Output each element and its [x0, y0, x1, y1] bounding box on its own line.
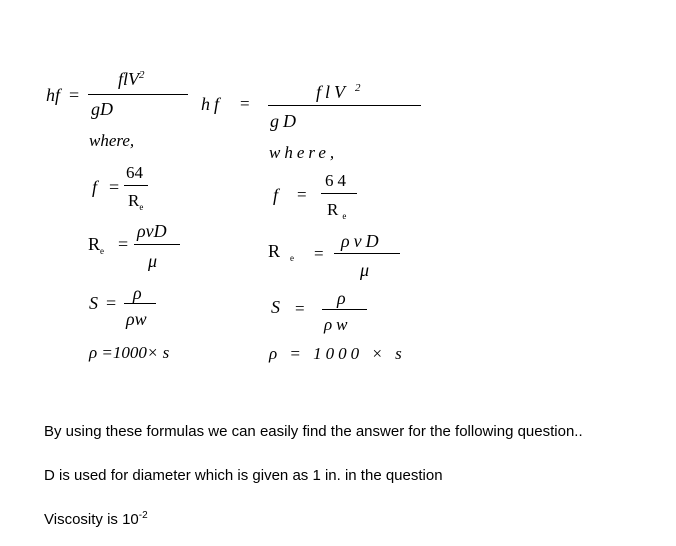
hf-numerator-right: flV $^2$	[316, 82, 365, 102]
s-numerator-left: ρ	[133, 283, 142, 303]
equals-sign: =	[297, 185, 307, 204]
fraction-bar	[321, 193, 357, 194]
fraction-bar	[124, 185, 148, 186]
fraction-bar	[322, 309, 367, 310]
rho-line-right: ρ = 1000 × s	[269, 344, 406, 363]
equals-sign: =	[69, 85, 80, 105]
re-lhs-right: R $_e$	[268, 241, 299, 263]
text-line-diameter: D is used for diameter which is given as 1 in. in the question	[44, 467, 443, 484]
re-denominator-right: μ	[360, 260, 370, 280]
f-denominator-right: $R_e$	[327, 200, 351, 221]
fraction-bar	[134, 244, 180, 245]
s-denominator-right: ρw	[324, 315, 352, 334]
hf-lhs-right: hf	[201, 94, 224, 114]
f-lhs-left: f	[92, 177, 98, 197]
equals-sign: =	[240, 94, 250, 113]
fraction-bar	[124, 303, 156, 304]
re-denominator-left: μ	[148, 251, 158, 271]
re-numerator-left: ρvD	[137, 221, 167, 241]
s-denominator-left: ρw	[126, 309, 147, 329]
where-label-left: where,	[89, 131, 135, 150]
hf-denominator-right: gD	[270, 111, 300, 131]
equals-sign: =	[109, 177, 120, 197]
f-numerator-left: 64	[126, 163, 143, 182]
fraction-bar	[268, 105, 421, 106]
fraction-bar	[88, 94, 188, 95]
fraction-bar	[334, 253, 400, 254]
equals-sign: =	[118, 234, 129, 254]
text-line-viscosity: Viscosity is $10^{-2}$	[44, 510, 148, 528]
re-lhs-left: $R_e$	[88, 234, 105, 256]
equals-sign: =	[314, 244, 324, 263]
s-numerator-right: ρ	[337, 288, 346, 308]
text-line-formulas: By using these formulas we can easily find the answer for the following question..	[44, 423, 583, 440]
re-numerator-right: ρvD	[341, 231, 383, 251]
where-label-right: where,	[269, 143, 339, 162]
f-denominator-left: $R_e$	[128, 191, 144, 212]
equals-sign: =	[106, 293, 117, 313]
rho-line-left: ρ =1000× s	[89, 343, 170, 362]
equals-sign: =	[295, 299, 305, 318]
f-numerator-right: 64	[325, 171, 350, 190]
s-lhs-right: S	[271, 297, 280, 317]
f-lhs-right: f	[273, 185, 279, 205]
hf-numerator-left: flV$^2$	[118, 69, 145, 89]
s-lhs-left: S	[89, 293, 98, 313]
hf-denominator-left: gD	[91, 99, 113, 119]
hf-lhs-left: hf	[46, 85, 61, 105]
